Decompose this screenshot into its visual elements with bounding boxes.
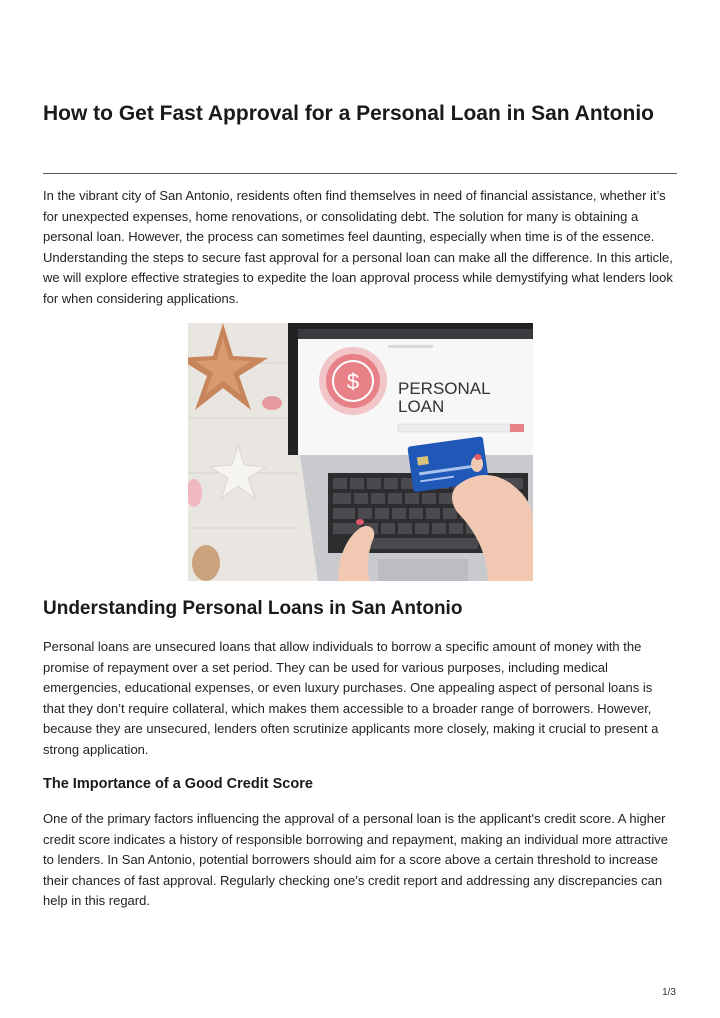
svg-text:$: $ <box>346 369 360 394</box>
page-title: How to Get Fast Approval for a Personal Loan in San Antonio <box>43 102 654 125</box>
page-number: 1/3 <box>662 987 676 998</box>
svg-text:LOAN: LOAN <box>398 397 445 416</box>
section-paragraph-credit-score: One of the primary factors influencing the approval of a personal loan is the applicant's credit score. A higher credit score indicates a history of responsible borrowing and repayment, making an individual more attractive to lenders. In San Antonio, potential borrowers should aim for a score above a certain threshold to increase their chances of fast approval. Regularly checking one’s credit report and addressing any discrepancies can help in this regard. <box>43 811 669 909</box>
title-divider <box>43 173 677 174</box>
section-paragraph-understanding: Personal loans are unsecured loans that allow individuals to borrow a specific amount of money with the promise of repayment over a set period. They can be used for various purposes, including medical emergencies, educational expenses, or even luxury purchases. One appealing aspect of personal loans is that they don’t require collateral, which makes them accessible to a broader range of borrowers. However, because they are unsecured, lenders often scrutinize applicants more closely, making it crucial to present a strong application. <box>43 639 659 757</box>
personal-loan-illustration <box>188 323 533 581</box>
section-heading-credit-score: The Importance of a Good Credit Score <box>43 776 313 792</box>
intro-paragraph: In the vibrant city of San Antonio, residents often find themselves in need of financial assistance, whether it’s for unexpected expenses, home renovations, or consolidating debt. The solution for many is obtaining a personal loan. However, the process can sometimes feel daunting, especially when time is of the essence. Understanding the steps to secure fast approval for a personal loan can make all the difference. In this article, we will explore effective strategies to expedite the loan approval process while demystifying what lenders look for when considering applications. <box>43 188 673 306</box>
section-heading-understanding: Understanding Personal Loans in San Antonio <box>43 598 463 619</box>
svg-text:PERSONAL: PERSONAL <box>398 379 491 398</box>
